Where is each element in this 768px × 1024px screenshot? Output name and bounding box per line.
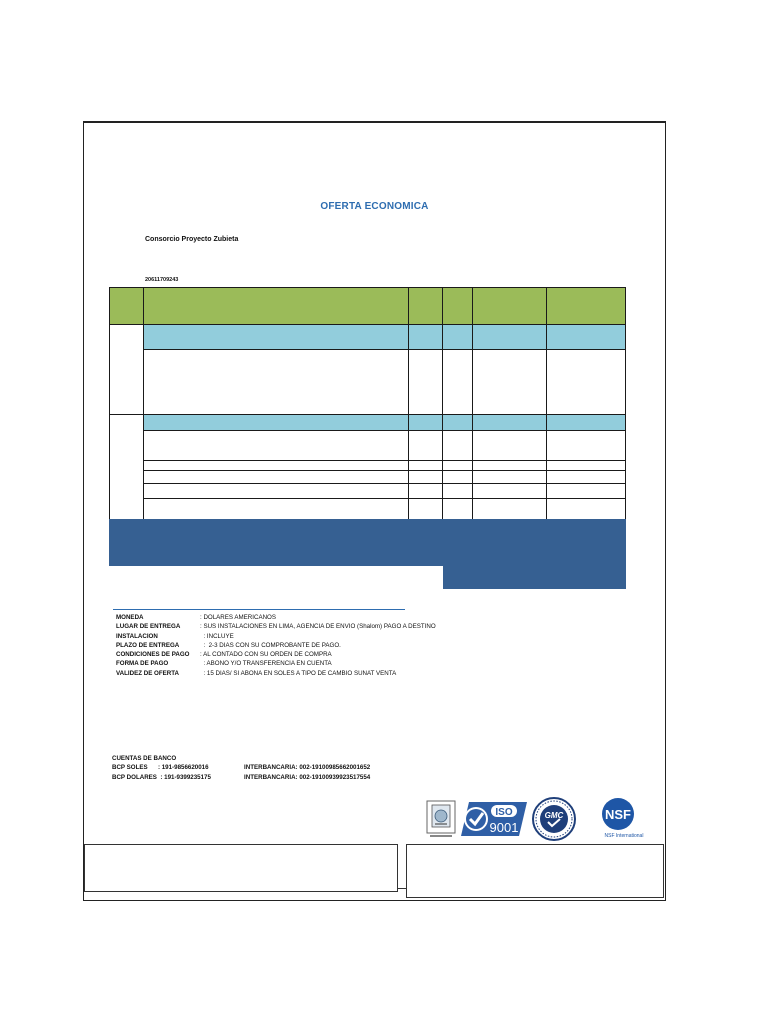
table-row — [408, 498, 443, 520]
table-section-row — [442, 324, 473, 350]
bank-row-soles — [112, 763, 370, 772]
client-name: Consorcio Proyecto Zubieta — [145, 236, 239, 243]
bank-account: BCP DOLARES : 191-9399235175 — [112, 773, 211, 781]
terms-divider — [113, 609, 405, 610]
table-row — [472, 470, 547, 484]
iso-9001-logo-icon — [459, 799, 529, 839]
signature-box-left — [84, 844, 398, 892]
table-row — [546, 470, 626, 484]
document-title: OFERTA ECONOMICA — [320, 201, 429, 212]
table-row — [143, 349, 409, 415]
table-row — [442, 349, 473, 415]
term-value: : 15 DIAS/ SI ABONA EN SOLES A TIPO DE CAMBIO SUNAT VENTA — [200, 669, 397, 677]
table-item-cell — [109, 324, 144, 415]
table-row — [546, 483, 626, 499]
table-header-unit — [408, 287, 443, 325]
table-header-unit-price — [472, 287, 547, 325]
totals-band — [109, 519, 626, 566]
table-section-row — [472, 324, 547, 350]
table-row — [442, 498, 473, 520]
terms-row-payment-method — [116, 659, 436, 668]
table-item-cell — [109, 414, 144, 520]
table-header-description — [143, 287, 409, 325]
term-label: PLAZO DE ENTREGA — [116, 641, 180, 649]
table-section-row — [143, 414, 409, 431]
certification-logos — [424, 796, 654, 842]
table-row — [143, 430, 409, 461]
term-label: LUGAR DE ENTREGA — [116, 623, 181, 631]
table-row — [472, 498, 547, 520]
terms-row-validity — [116, 669, 436, 678]
bank-row-dolares — [112, 773, 370, 782]
terms-row-currency — [116, 613, 436, 622]
table-section-row — [408, 324, 443, 350]
terms-row-delivery-time — [116, 641, 436, 650]
table-section-row — [546, 414, 626, 431]
table-row — [546, 349, 626, 415]
table-row — [408, 483, 443, 499]
table-row — [472, 430, 547, 461]
table-row — [143, 470, 409, 484]
term-value: : AL CONTADO CON SU ORDEN DE COMPRA — [200, 651, 332, 659]
term-label: VALIDEZ DE OFERTA — [116, 669, 180, 677]
signature-underline — [398, 888, 406, 889]
table-row — [546, 430, 626, 461]
term-label: CONDICIONES DE PAGO — [116, 651, 190, 659]
bank-accounts — [112, 754, 370, 782]
nsf-text: NSF — [605, 807, 631, 822]
terms-row-delivery-place — [116, 622, 436, 631]
iso-text: ISO — [495, 807, 513, 818]
term-label: INSTALACION — [116, 632, 158, 640]
term-value: : 2-3 DIAS CON SU COMPROBANTE DE PAGO. — [200, 641, 341, 649]
table-row — [408, 349, 443, 415]
term-label: FORMA DE PAGO — [116, 660, 169, 668]
table-row — [472, 349, 547, 415]
iso-number-text: 9001 — [489, 820, 519, 835]
table-row — [143, 498, 409, 520]
bank-interbank: INTERBANCARIA: 002-19100985662001652 — [244, 764, 371, 772]
table-header-total — [546, 287, 626, 325]
gmc-text: GMC — [544, 811, 564, 820]
term-value: : SUS INSTALACIONES EN LIMA, AGENCIA DE ENVIO (Shalom) PAGO A DESTINO — [200, 623, 436, 631]
terms-list — [116, 613, 436, 678]
table-section-row — [546, 324, 626, 350]
bank-interbank: INTERBANCARIA: 002-19100939923517554 — [244, 773, 371, 781]
table-row — [546, 498, 626, 520]
seal-logo-icon — [426, 800, 456, 840]
term-value: : INCLUYE — [200, 632, 234, 640]
table-section-row — [143, 324, 409, 350]
signature-box-right — [406, 844, 664, 898]
grand-total-band — [443, 565, 626, 589]
gmc-seal-icon — [532, 797, 576, 841]
nsf-caption: NSF International — [604, 833, 644, 839]
table-row — [472, 483, 547, 499]
table-header-item — [109, 287, 144, 325]
client-ruc: 20611709243 — [145, 277, 179, 283]
table-row — [408, 430, 443, 461]
table-row — [442, 470, 473, 484]
table-row — [143, 483, 409, 499]
table-header-qty — [442, 287, 473, 325]
nsf-logo-icon — [596, 797, 652, 841]
table-section-row — [408, 414, 443, 431]
table-row — [408, 470, 443, 484]
bank-heading: CUENTAS DE BANCO — [112, 755, 177, 762]
table-row — [442, 483, 473, 499]
table-section-row — [442, 414, 473, 431]
terms-row-payment-conditions — [116, 650, 436, 659]
bank-account: BCP SOLES : 191-9856620016 — [112, 764, 209, 772]
table-row — [442, 430, 473, 461]
term-label: MONEDA — [116, 614, 144, 621]
term-value: : ABONO Y/O TRANSFERENCIA EN CUENTA — [200, 660, 332, 668]
table-section-row — [472, 414, 547, 431]
terms-row-installation — [116, 632, 436, 641]
term-value: : DOLARES AMERICANOS — [200, 614, 276, 621]
